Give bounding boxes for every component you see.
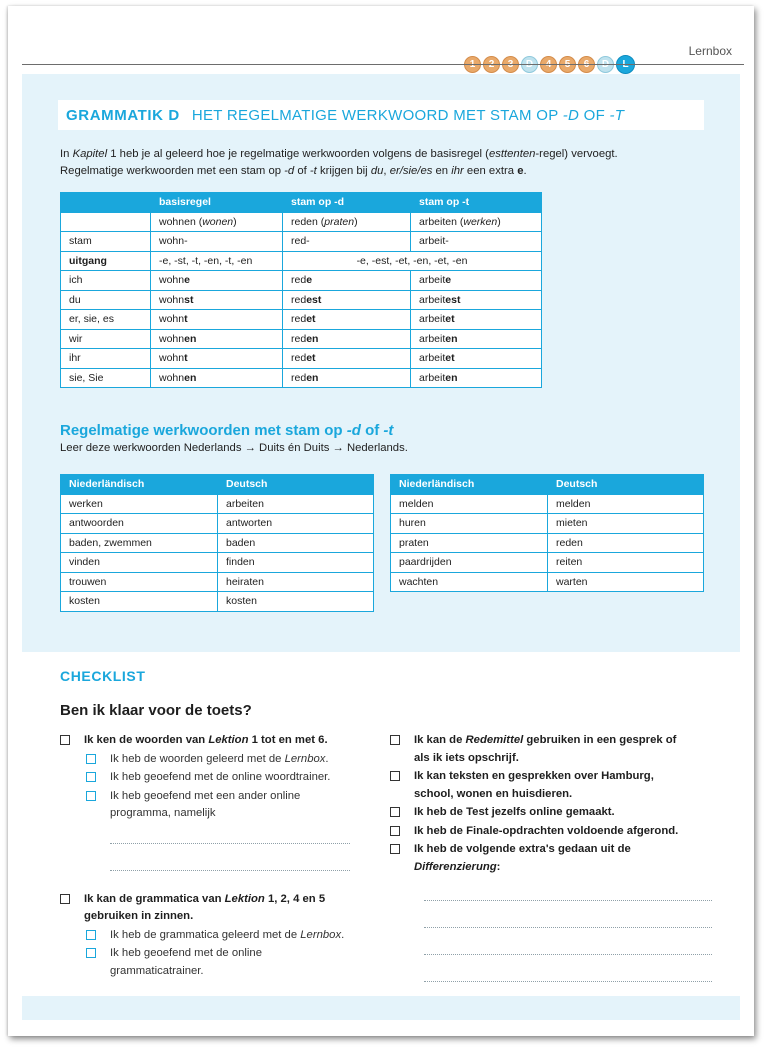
grammar-panel [22, 74, 740, 652]
footer-band [22, 996, 740, 1020]
table-row: sie, Sie wohnen reden arbeiten [61, 368, 542, 388]
answer-line[interactable] [110, 870, 350, 871]
checklist-item: Ik kan teksten en gesprekken over Hamburg, school, wonen en huisdieren. [390, 768, 710, 803]
table-row: wir wohnen reden arbeiten [61, 329, 542, 349]
checkbox[interactable] [390, 826, 400, 836]
verbs-title: Regelmatige werkwoorden met stam op -d of -t [60, 422, 394, 439]
table-header-row: Niederländisch Deutsch [391, 475, 704, 495]
table-row: werken arbeiten [61, 494, 374, 514]
conjugation-table [60, 192, 542, 388]
vocab-table-right [390, 474, 704, 592]
vocab-table-left [60, 474, 374, 612]
grammar-intro: In Kapitel 1 heb je al geleerd hoe je regelmatige werkwoorden volgens de basisregel (esttenten-regel) vervoegt. Regelmatige werkwoorden met een stam op -d of -t krijgen bij du, er/sie/es en ihr een extra e. [60, 148, 618, 177]
checklist-right-column [390, 732, 710, 982]
lernbox-label: Lernbox [688, 44, 732, 58]
checklist-item: Ik heb de Test jezelfs online gemaakt. [390, 804, 710, 822]
table-row: uitgang -e, -st, -t, -en, -t, -en -e, -est, -et, -en, -et, -en [61, 251, 542, 271]
checklist-item: Ik kan de grammatica van Lektion 1, 2, 4 en 5 gebruiken in zinnen. [60, 891, 360, 926]
table-row: wohnen (wonen) reden (praten) arbeiten (werken) [61, 212, 542, 232]
table-row: baden, zwemmen baden [61, 533, 374, 553]
checkbox[interactable] [86, 791, 96, 801]
table-row: ich wohne rede arbeite [61, 271, 542, 291]
answer-line[interactable] [424, 927, 712, 928]
grammar-label: GRAMMATIK D [66, 106, 180, 124]
checklist-item: Ik kan de Redemittel gebruiken in een gesprek of als ik iets opschrijf. [390, 732, 710, 767]
answer-line[interactable] [424, 954, 712, 955]
checkbox[interactable] [60, 894, 70, 904]
grammar-heading [58, 100, 704, 130]
checkbox[interactable] [86, 930, 96, 940]
checklist-question: Ben ik klaar voor de toets? [60, 702, 252, 719]
table-row: trouwen heiraten [61, 572, 374, 592]
table-row: kosten kosten [61, 592, 374, 612]
checklist-subitem: Ik heb de grammatica geleerd met de Lernbox. [60, 927, 360, 945]
table-row: stam wohn- red- arbeit- [61, 232, 542, 252]
table-header-row: Niederländisch Deutsch [61, 475, 374, 495]
table-row: paardrijden reiten [391, 553, 704, 573]
checkbox[interactable] [390, 844, 400, 854]
table-header-row: basisregel stam op -d stam op -t [61, 193, 542, 213]
checklist-subitem: Ik heb geoefend met een ander online programma, namelijk [60, 788, 360, 823]
table-row: wachten warten [391, 572, 704, 592]
checklist-subitem: Ik heb de woorden geleerd met de Lernbox. [60, 751, 360, 769]
grammar-title: HET REGELMATIGE WERKWOORD MET STAM OP -D OF -T [191, 106, 625, 124]
checklist-subitem: Ik heb geoefend met de online woordtrainer. [60, 769, 360, 787]
answer-line[interactable] [110, 843, 350, 844]
checkbox[interactable] [86, 772, 96, 782]
table-row: vinden finden [61, 553, 374, 573]
checklist-item: Ik ken de woorden van Lektion 1 tot en met 6. [60, 732, 360, 750]
checklist-item: Ik heb de Finale-opdrachten voldoende afgerond. [390, 823, 710, 841]
answer-line[interactable] [424, 900, 712, 901]
checkbox[interactable] [86, 948, 96, 958]
answer-line[interactable] [424, 981, 712, 982]
table-row: er, sie, es wohnt redet arbeitet [61, 310, 542, 330]
checklist-left-column [60, 732, 360, 981]
checklist-subitem: Ik heb geoefend met de online grammaticatrainer. [60, 945, 360, 980]
checkbox[interactable] [86, 754, 96, 764]
table-row: huren mieten [391, 514, 704, 534]
table-row: praten reden [391, 533, 704, 553]
checkbox[interactable] [390, 771, 400, 781]
verbs-subtitle: Leer deze werkwoorden Nederlands → Duits én Duits → Nederlands. [60, 442, 408, 454]
checklist-title: CHECKLIST [60, 668, 146, 684]
document-page [8, 6, 754, 1036]
table-row: ihr wohnt redet arbeitet [61, 349, 542, 369]
checklist-item: Ik heb de volgende extra's gedaan uit de Differenzierung: [390, 841, 710, 876]
checkbox[interactable] [390, 807, 400, 817]
checkbox[interactable] [60, 735, 70, 745]
table-row: du wohnst redest arbeitest [61, 290, 542, 310]
checkbox[interactable] [390, 735, 400, 745]
header-divider [22, 64, 744, 65]
table-row: antwoorden antworten [61, 514, 374, 534]
table-row: melden melden [391, 494, 704, 514]
